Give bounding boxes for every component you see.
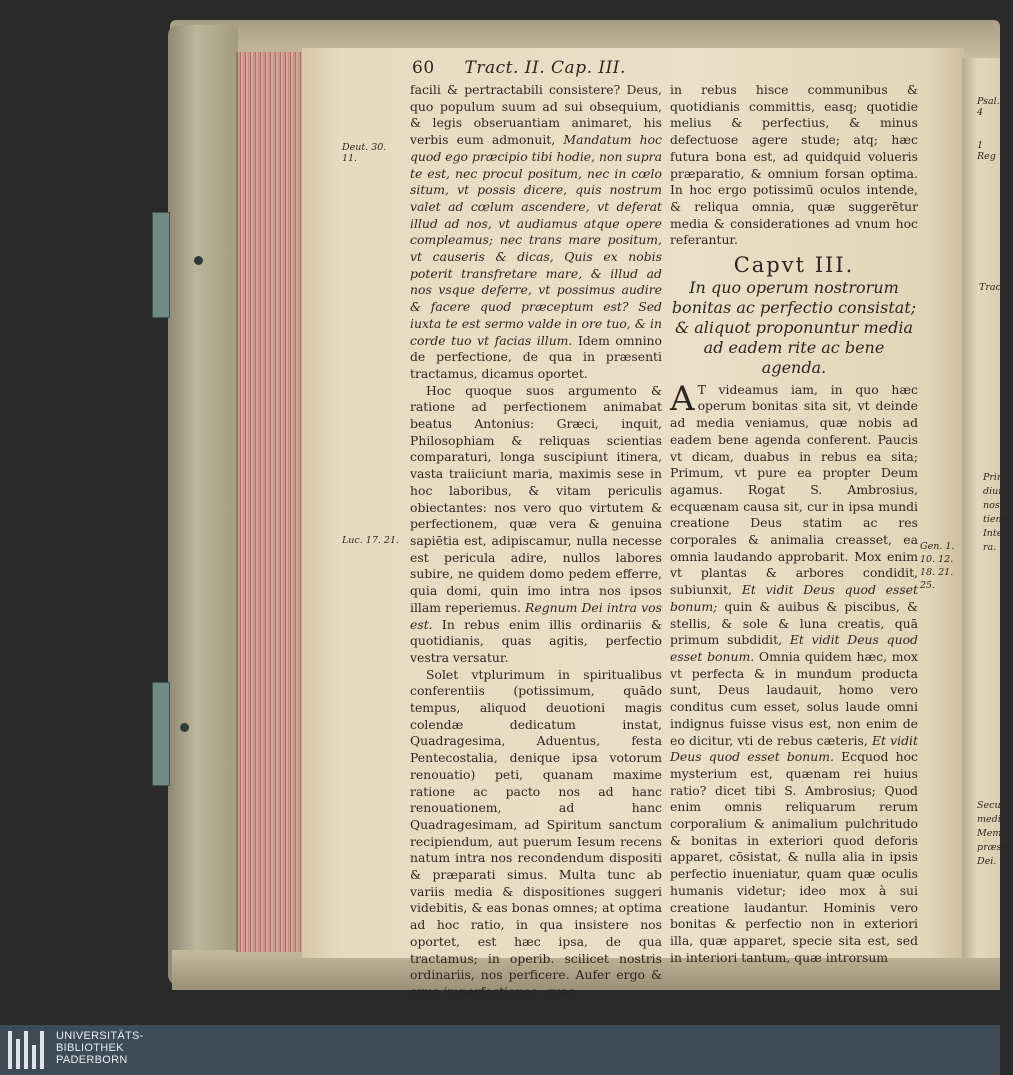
- margin-note-right: Psal. 4: [977, 96, 1000, 118]
- paragraph: in rebus hisce communibus & quotidianis committis, easq; quotidie melius & perfectius, & minus defectuose agere stude; atq; hæc futura bona est, ad quidquid volueris præparatio, & omnium forsan optima. In hoc ergo potissimū oculos intende, & reliqua omnia, quæ suggerētur media & considerationes ad vnum hoc referantur.: [670, 82, 918, 248]
- margin-note-right: dium: [983, 486, 1008, 497]
- margin-note-right: 1 Reg: [977, 140, 996, 162]
- scripture-quote: Et vidit Deus quod esset bonum;: [670, 582, 918, 614]
- library-footer: [0, 1025, 1000, 1075]
- scripture-quote: Et vidit Deus quod esset bonum.: [670, 632, 918, 664]
- page-number: 60: [412, 58, 435, 78]
- margin-note-right: ra.: [983, 542, 997, 553]
- chapter-heading: Capvt III.: [733, 253, 855, 278]
- margin-note-right: Inten: [983, 528, 1009, 539]
- running-header: [412, 58, 626, 78]
- book-spine-cover: [168, 25, 238, 985]
- paragraph: Solet vtplurimum in spiritualibus conferentiis (potissimum, quādo tempus, aliquod deuotioni magis colendæ dedicatum instat, Quadragesima, Aduentus, festa Pentecostalia, denique ipsa votorum renouatio) peti, quanam maxime ratione ac pacto nos ad hanc renouationem, ad hanc Quadragesimam, ad Spiritum sanctum recipiendum, aut puerum Iesum recens natum intra nos recondendum dispositi & præparati simus. Multa tunc ab variis media & dispositiones suggeri videbitis, & eas bonas omnes; at optima ad hoc ratio, in qua insistere nos oportet, est hæc ipsa, de qua tractamus; in operib. scilicet nostris ordinariis, nos perficere. Aufer ergo & exue imperfectiones, quas: [410, 666, 662, 999]
- drop-cap: A: [670, 378, 695, 419]
- red-page-edges: [236, 52, 306, 952]
- scripture-quote: Regnum Dei intra vos est.: [410, 599, 662, 632]
- margin-note-deut: Deut. 30. 11.: [342, 142, 387, 164]
- margin-note-right: Secun: [977, 800, 1007, 811]
- library-name: UNIVERSITÄTS- BIBLIOTHEK PADERBORN: [56, 1030, 144, 1066]
- paragraph: quin & auibus & piscibus, & stellis, & sole & luna creatis, quā primum subdidit,: [670, 598, 918, 648]
- paragraph: Ecquod hoc mysterium est, quænam rei huius ratio? dicet tibi S. Ambrosius; Quod enim omnis reliquarum rerum corporalium & animalium pulchritudo & bonitas in exteriori quod deforis apparet, cōsistat, & nulla alia in ipsis perfectio inueniatur, quam quæ oculis humanis videtur; ideo mox à sui creatione laudantur. Hominis vero bonitas & perfectio non in exteriori illa, quæ apparet, specie sita est, sed in interiori tantum, quæ introrsum: [670, 749, 918, 965]
- running-title: Tract. II. Cap. III.: [464, 58, 626, 78]
- nail-head: [180, 723, 189, 732]
- margin-note-right: præsen: [977, 842, 1013, 853]
- paragraph: Omnia quidem hæc, mox vt perfecta & in mundum producta sunt, Deus laudauit, homo vero conditus cum esset, solus laude omni indignus fuisse visus est, non enim de eo dicitur, vti de rebus cæteris,: [670, 648, 918, 748]
- metal-clasp: [152, 212, 170, 318]
- margin-note-right: Tract: [979, 282, 1005, 293]
- paragraph: Hoc quoque suos argumento & ratione ad perfectionem animabat beatus Antonius: Græci, inquit, Philosophiam & reliquas scientias comparaturi, longa suscipiunt itinera, vasta traiiciunt maria, maximis sese in hoc laboribus, & vitam periculis obiectantes: nos vero quo virtutem & perfectionem, quæ vera & genuina sapiētia est, adipiscamur, nulla necesse est pericula adire, nullos labores subire, ne quidem domo pedem efferre, quia domi, quin imo intra nos ipsos illam reperiemus.: [410, 382, 662, 615]
- library-logo-icon: [8, 1031, 52, 1069]
- chapter-subtitle: In quo operum nostrorum bonitas ac perfectio consistat; & aliquot proponuntur media ad eadem rite ac bene agenda.: [671, 277, 917, 377]
- margin-note-right: Mem: [977, 828, 1002, 839]
- margin-note-right: mediu: [977, 814, 1007, 825]
- margin-note-luc: Luc. 17. 21.: [342, 535, 400, 546]
- paragraph: Idem omnino de perfectione, de qua in præsenti tractamus, dicamus oportet.: [410, 332, 662, 381]
- margin-note-right: tiend.: [983, 514, 1011, 525]
- margin-note-right: Dei.: [977, 856, 997, 867]
- scripture-quote: Mandatum hoc quod ego præcipio tibi hodie, non supra te est, nec procul positum, nec in cœlo situm, vt possis dicere, quis nostrum valet ad cœlum ascendere, vt deferat illud ad nos, vt audiamus atque opere compleamus; nec trans mare positum, vt causeris & dicas, Quis ex nobis poterit transfretare mare, & illud ad nos vsque deferre, vt possimus audire & facere quod præceptum est? Sed iuxta te est sermo valde in ore tuo, & in corde tuo vt facias illum.: [410, 132, 662, 348]
- left-text-column: [410, 82, 662, 1001]
- margin-note-right: nostr.: [983, 500, 1011, 511]
- paragraph: In rebus enim illis ordinariis & quotidianis, quas agitis, perfectio vestra versatur.: [410, 616, 662, 665]
- paragraph: T videamus iam, in quo hæc operum bonitas sita sit, vt deinde ad media veniamus, quæ nobis ad eadem bene agenda conferent. Paucis vt dicam, duabus in rebus ea sita; Primum, vt pure ea propter Deum agamus. Rogat S. Ambrosius, ecquænam causa sit, cur in ipsa mundi creatione Deus statim ac res corporales & animalia creasset, ea omnia laudando approbarit. Mox enim vt plantas & arbores condidit, subiunxit,: [670, 381, 918, 598]
- margin-note-gen: Gen. 1. 10. 12. 18. 21. 25.: [920, 541, 955, 591]
- metal-clasp: [152, 682, 170, 786]
- nail-head: [194, 256, 203, 265]
- margin-note-right: Prim: [983, 472, 1006, 483]
- paragraph: facili & pertractabili consistere? Deus, quo populum suum ad sui obsequium, & legis obseruantiam animaret, his verbis eum admonuit,: [410, 82, 662, 148]
- scripture-quote: Et vidit Deus quod esset bonum.: [670, 732, 918, 765]
- right-text-column: [670, 82, 918, 966]
